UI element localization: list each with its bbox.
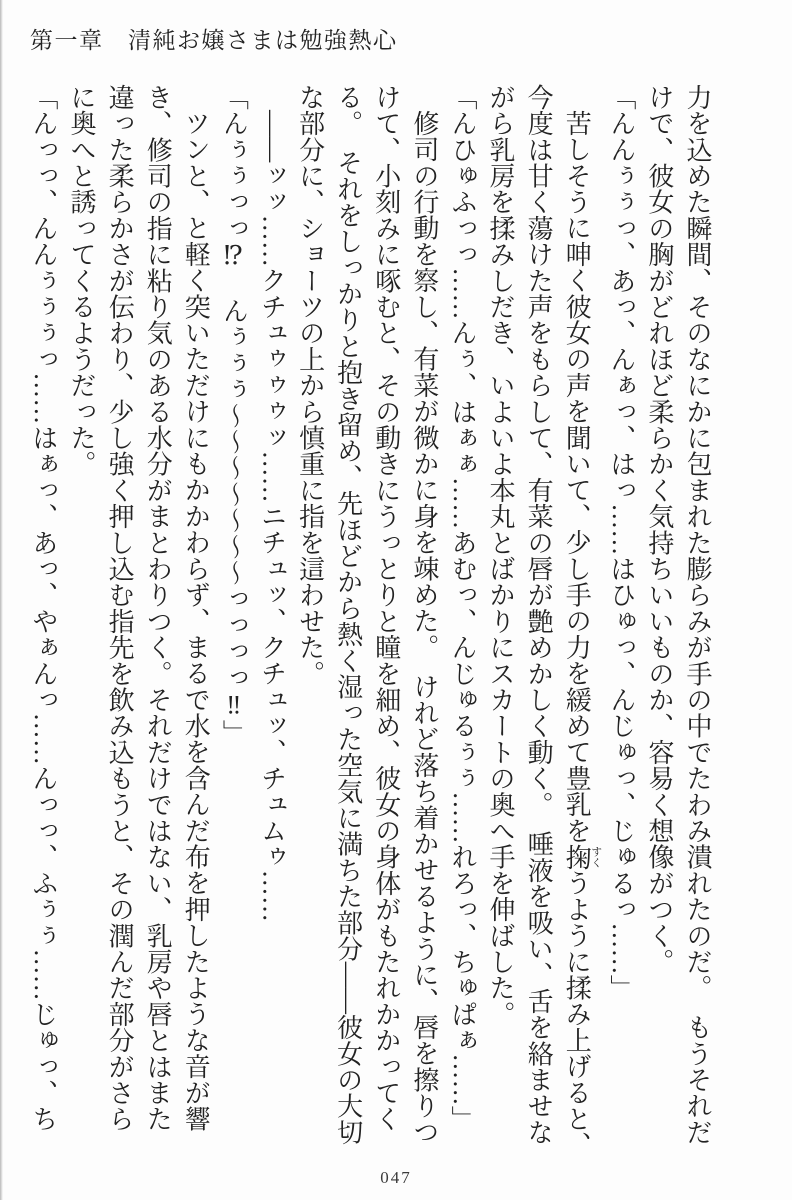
text-line: けで、彼女の胸がどれほど柔らかく気持ちいいものか、容易く想像がつく。 xyxy=(644,84,674,975)
text-line-dialogue: 「んっっ、んんぅぅぅっ……はぁっ、あっ、やぁんっ……んっっ、ふぅぅ……じゅっ、ち xyxy=(28,84,58,1132)
text-line: 修司の行動を察し、有菜が微かに身を竦めた。 けれど落ち着かせるように、唇を擦りつ xyxy=(409,110,439,1145)
text-line-dialogue: 「んぅぅっっ⁉ んぅぅぅ～～～～～～～っっっっ‼」 xyxy=(219,84,249,746)
scan-edge-shadow xyxy=(0,0,3,1200)
ruby-pre-text: 苦しそうに呻く彼女の声を聞いて、少し手の力を緩めて豊乳を xyxy=(562,110,592,844)
text-line-dialogue: 「んんぅぅっ、あっ、んぁっ、はっ……はひゅっ、んじゅっ、じゅるっ……」 xyxy=(606,84,636,1001)
ruby-base: 掬 xyxy=(562,843,592,870)
text-line: き、修司の指に粘り気のある水分がまとわりつく。それだけではない、乳房や唇とはまた xyxy=(143,84,173,1132)
text-line-sfx: ――ッッ……クチュゥゥゥッ……ニチュッ、クチュッ、チュムゥ…… xyxy=(257,110,287,923)
vertical-text-block xyxy=(24,84,716,1166)
text-line: がら乳房を揉みしだき、いよいよ本丸とばかりにスカートの奥へ手を伸ばした。 xyxy=(486,84,516,1028)
text-line: な部分に、ショーツの上から慎重に指を這わせた。 xyxy=(295,84,325,687)
text-line: ツンと、と軽く突いただけにもかかわらず、まるで水を含んだ布を押したような音が響 xyxy=(181,110,211,1132)
text-line: る。 それをしっかりと抱き留め、先ほどから熱く湿った空気に満ちた部分――彼女の大切 xyxy=(333,84,363,1146)
ruby-post-text: うように揉み上げると、 xyxy=(562,869,592,1159)
chapter-header: 第一章 清純お嬢さまは勉強熱心 xyxy=(30,28,398,53)
text-line: に奥へと誘ってくるようだった。 xyxy=(67,84,96,477)
text-line: 今度は甘く蕩けた声をもらして、有菜の唇が艶めかしく動く。 唾液を吸い、舌を絡ませな xyxy=(524,84,554,1146)
ruby-furigana: すく xyxy=(589,843,602,870)
text-line: 違った柔らかさが伝わり、少し強く押し込む指先を飲み込もうと、その潤んだ部分がさら xyxy=(105,84,135,1132)
text-line: 力を込めた瞬間、そのなにかに包まれた膨らみが手の中でたわみ潰れたのだ。 もうそれだ xyxy=(683,84,712,1146)
text-line-with-ruby xyxy=(557,84,602,1166)
page-number: 047 xyxy=(380,1168,412,1187)
ruby-annotation xyxy=(562,843,602,870)
text-line: けて、小刻みに啄むと、その動きにうっとりと瞳を細め、彼女の身体がもたれかかってく xyxy=(371,84,401,1132)
text-line-dialogue: 「んひゅふっっ……んぅ、はぁぁ……あむっ、んじゅるぅぅ……れろっ、ちゅぱぁ……」 xyxy=(447,84,477,1132)
